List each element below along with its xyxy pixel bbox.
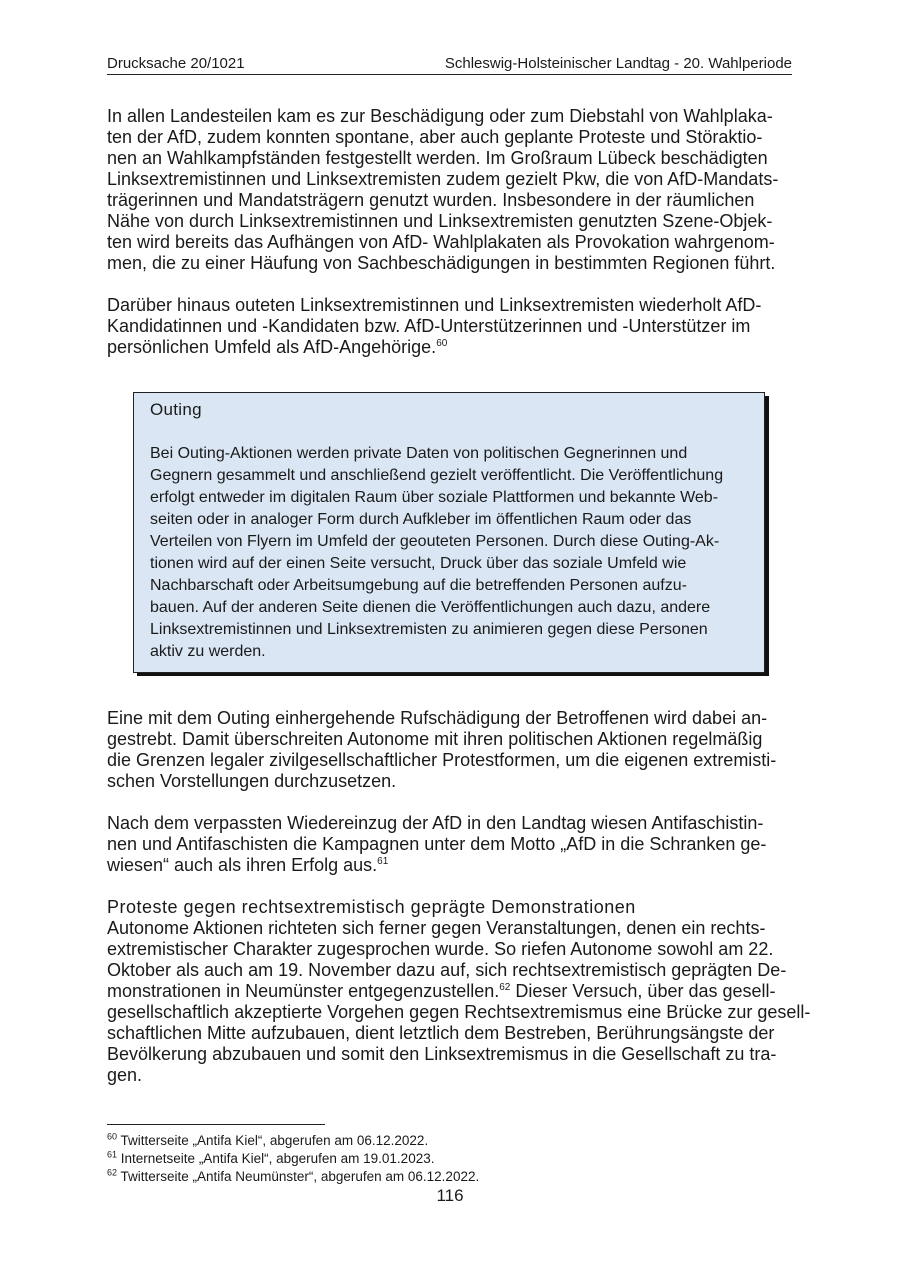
- page-header: [107, 55, 792, 75]
- paragraph-2-text: persönlichen Umfeld als AfD-Angehörige.: [107, 337, 437, 357]
- footnote-number: 61: [107, 1149, 118, 1160]
- footnote-60: [107, 1133, 428, 1149]
- paragraph-5-text: monstrationen in Neumünster entgegenzustellen.: [107, 981, 500, 1001]
- paragraph-3-line: schen Vorstellungen durchzusetzen.: [107, 771, 397, 791]
- info-box-line: erfolgt entweder im digitalen Raum über soziale Plattformen und bekannte Web-: [150, 489, 719, 506]
- info-box-line: Linksextremistinnen und Linksextremisten zu animieren gegen diese Personen: [150, 621, 708, 638]
- paragraph-5-line: [107, 981, 776, 1002]
- paragraph-1-line: trägerinnen und Mandatsträgern genutzt wurden. Insbesondere in der räumlichen: [107, 190, 755, 210]
- paragraph-3-line: die Grenzen legaler zivilgesellschaftlicher Protestformen, um die eigenen extremisti-: [107, 750, 777, 770]
- paragraph-5-line: Autonome Aktionen richteten sich ferner gegen Veranstaltungen, denen ein rechts-: [107, 918, 766, 938]
- info-box-line: aktiv zu werden.: [150, 643, 266, 660]
- footnote-ref-60: 60: [436, 338, 448, 349]
- footnote-number: 62: [107, 1167, 118, 1178]
- document-number: Drucksache 20/1021: [107, 55, 245, 72]
- paragraph-1-line: Linksextremistinnen und Linksextremisten zudem gezielt Pkw, die von AfD-Mandats-: [107, 169, 779, 189]
- info-box-line: seiten oder in analoger Form durch Aufkleber im öffentlichen Raum oder das: [150, 511, 692, 528]
- footnote-separator: [107, 1124, 325, 1125]
- footnote-62: [107, 1169, 479, 1185]
- paragraph-4-line: [107, 855, 388, 876]
- footnote-ref-61: 61: [377, 856, 389, 867]
- paragraph-1-line: nen an Wahlkampfständen festgestellt werden. Im Großraum Lübeck beschädigten: [107, 148, 768, 168]
- paragraph-4-line: Nach dem verpassten Wiedereinzug der AfD in den Landtag wiesen Antifaschistin-: [107, 813, 764, 833]
- footnote-ref-62: 62: [499, 982, 511, 993]
- info-box-line: Bei Outing-Aktionen werden private Daten von politischen Gegnerinnen und: [150, 445, 688, 462]
- footnote-number: 60: [107, 1131, 118, 1142]
- paragraph-3-line: Eine mit dem Outing einhergehende Rufschädigung der Betroffenen wird dabei an-: [107, 708, 768, 728]
- paragraph-5-line: gen.: [107, 1065, 143, 1085]
- paragraph-5-line: schaftlichen Mitte aufzubauen, dient letztlich dem Bestreben, Berührungsängste der: [107, 1023, 775, 1043]
- paragraph-5-line: gesellschaftlich akzeptierte Vorgehen gegen Rechtsextremismus eine Brücke zur gesell-: [107, 1002, 811, 1022]
- info-box-line: Nachbarschaft oder Arbeitsumgebung auf die betreffenden Personen aufzu-: [150, 577, 687, 594]
- paragraph-1-line: men, die zu einer Häufung von Sachbeschädigungen in bestimmten Regionen führt.: [107, 253, 776, 273]
- footnote-text: Internetseite „Antifa Kiel“, abgerufen am 19.01.2023.: [117, 1151, 435, 1166]
- info-box-line: tionen wird auf der einen Seite versucht, Druck über das soziale Umfeld wie: [150, 555, 687, 572]
- info-box-title: Outing: [150, 400, 202, 419]
- paragraph-5-text: Dieser Versuch, über das gesell-: [510, 981, 776, 1001]
- paragraph-2-line: Kandidatinnen und -Kandidaten bzw. AfD-Unterstützerinnen und -Unterstützer im: [107, 316, 751, 336]
- section-subheading: Proteste gegen rechtsextremistisch geprägte Demonstrationen: [107, 897, 636, 917]
- paragraph-5-line: Oktober als auch am 19. November dazu auf, sich rechtsextremistisch geprägten De-: [107, 960, 787, 980]
- info-box-line: Verteilen von Flyern im Umfeld der geouteten Personen. Durch diese Outing-Ak-: [150, 533, 720, 550]
- footnote-61: [107, 1151, 434, 1167]
- paragraph-5-line: extremistischer Charakter zugesprochen wurde. So riefen Autonome sowohl am 22.: [107, 939, 774, 959]
- info-box-line: bauen. Auf der anderen Seite dienen die Veröffentlichungen auch dazu, andere: [150, 599, 711, 616]
- footnote-text: Twitterseite „Antifa Neumünster“, abgerufen am 06.12.2022.: [117, 1169, 480, 1184]
- info-box-line: Gegnern gesammelt und anschließend gezielt veröffentlicht. Die Veröffentlichung: [150, 467, 724, 484]
- paragraph-4-text: wiesen“ auch als ihren Erfolg aus.: [107, 855, 378, 875]
- paragraph-2-line: Darüber hinaus outeten Linksextremistinnen und Linksextremisten wiederholt AfD-: [107, 295, 762, 315]
- paragraph-3-line: gestrebt. Damit überschreiten Autonome mit ihren politischen Aktionen regelmäßig: [107, 729, 763, 749]
- paragraph-2-line: [107, 337, 447, 358]
- paragraph-1-line: In allen Landesteilen kam es zur Beschädigung oder zum Diebstahl von Wahlplaka-: [107, 106, 773, 126]
- page-number: 116: [436, 1186, 464, 1205]
- paragraph-5-line: Bevölkerung abzubauen und somit den Linksextremismus in die Gesellschaft zu tra-: [107, 1044, 777, 1064]
- footnote-text: Twitterseite „Antifa Kiel“, abgerufen am 06.12.2022.: [117, 1133, 429, 1148]
- parliament-title: Schleswig-Holsteinischer Landtag - 20. Wahlperiode: [444, 55, 792, 72]
- paragraph-1-line: Nähe von durch Linksextremistinnen und Linksextremisten genutzten Szene-Objek-: [107, 211, 773, 231]
- paragraph-1-line: ten der AfD, zudem konnten spontane, aber auch geplante Proteste und Störaktio-: [107, 127, 763, 147]
- paragraph-1-line: ten wird bereits das Aufhängen von AfD- Wahlplakaten als Provokation wahrgenom-: [107, 232, 775, 252]
- paragraph-4-line: nen und Antifaschisten die Kampagnen unter dem Motto „AfD in die Schranken ge-: [107, 834, 767, 854]
